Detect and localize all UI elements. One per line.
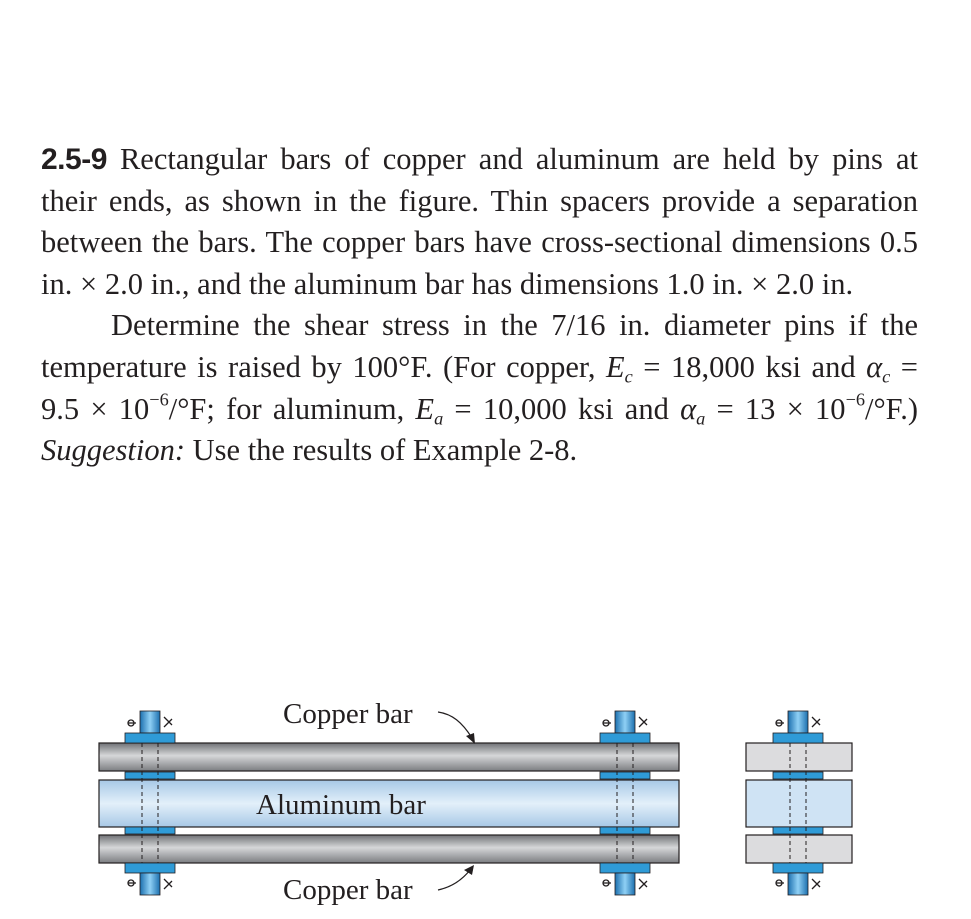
- p2-eq-1: = 18,000 ksi and: [632, 349, 867, 384]
- times-symbol: ×: [751, 266, 769, 301]
- exponent-2: −6: [845, 388, 866, 409]
- problem-number: 2.5-9: [41, 143, 107, 176]
- copper-bar-top: [99, 743, 679, 771]
- suggestion-label: Suggestion:: [41, 433, 186, 468]
- p2-text-4: Use the results of Example 2-8.: [185, 433, 578, 468]
- figure: [0, 680, 971, 914]
- p2-eq-4: = 13 × 10: [705, 391, 846, 426]
- copper-bar-top-label: Copper bar: [283, 698, 413, 730]
- p2-text-1: Determine the shear stress in the 7/16 in. diameter pins if the temperature is raised by 100°F. (For copper,: [41, 308, 918, 384]
- modulus-aluminum-symbol: E: [415, 391, 435, 426]
- alpha-aluminum-symbol: α: [680, 391, 697, 426]
- aluminum-bar-label: Aluminum bar: [256, 789, 426, 821]
- arrowhead-copper-bottom: [464, 865, 474, 875]
- arrow-copper-top: [438, 712, 472, 738]
- modulus-copper-subscript: c: [624, 366, 633, 387]
- p2-text-3: /°F.): [865, 391, 918, 426]
- p1-text-2: 2.0 in., and the aluminum bar has dimensions 1.0 in.: [97, 266, 752, 301]
- bars-diagram: [0, 680, 971, 914]
- p1-text-3: 2.0 in.: [768, 266, 854, 301]
- alpha-copper-symbol: α: [866, 349, 883, 384]
- p2-eq-3: = 10,000 ksi and: [443, 391, 681, 426]
- p1-text-1: Rectangular bars of copper and aluminum are held by pins at their ends, as shown in the figure. Thin spacers provide a separation between the bars. The copper bars have cross-sectional dimensions 0.5 in.: [41, 142, 919, 301]
- alpha-aluminum-subscript: a: [696, 408, 706, 429]
- arrow-copper-bottom: [438, 870, 470, 890]
- copper-bar-bottom: [99, 835, 679, 863]
- p2-eq-2: = 9.5 × 10: [41, 349, 918, 426]
- copper-bar-bottom-label: Copper bar: [283, 874, 413, 906]
- end-view: [746, 711, 852, 895]
- arrowhead-copper-top: [466, 733, 475, 744]
- exponent-1: −6: [149, 388, 169, 409]
- problem-statement: [41, 139, 918, 472]
- alpha-copper-subscript: c: [882, 366, 891, 387]
- modulus-aluminum-subscript: a: [434, 408, 444, 429]
- times-symbol: ×: [79, 266, 98, 301]
- problem-paragraph-2: [41, 305, 918, 471]
- modulus-copper-symbol: E: [606, 349, 625, 384]
- problem-paragraph-1: [41, 139, 918, 305]
- p2-text-2: /°F; for aluminum,: [168, 391, 416, 426]
